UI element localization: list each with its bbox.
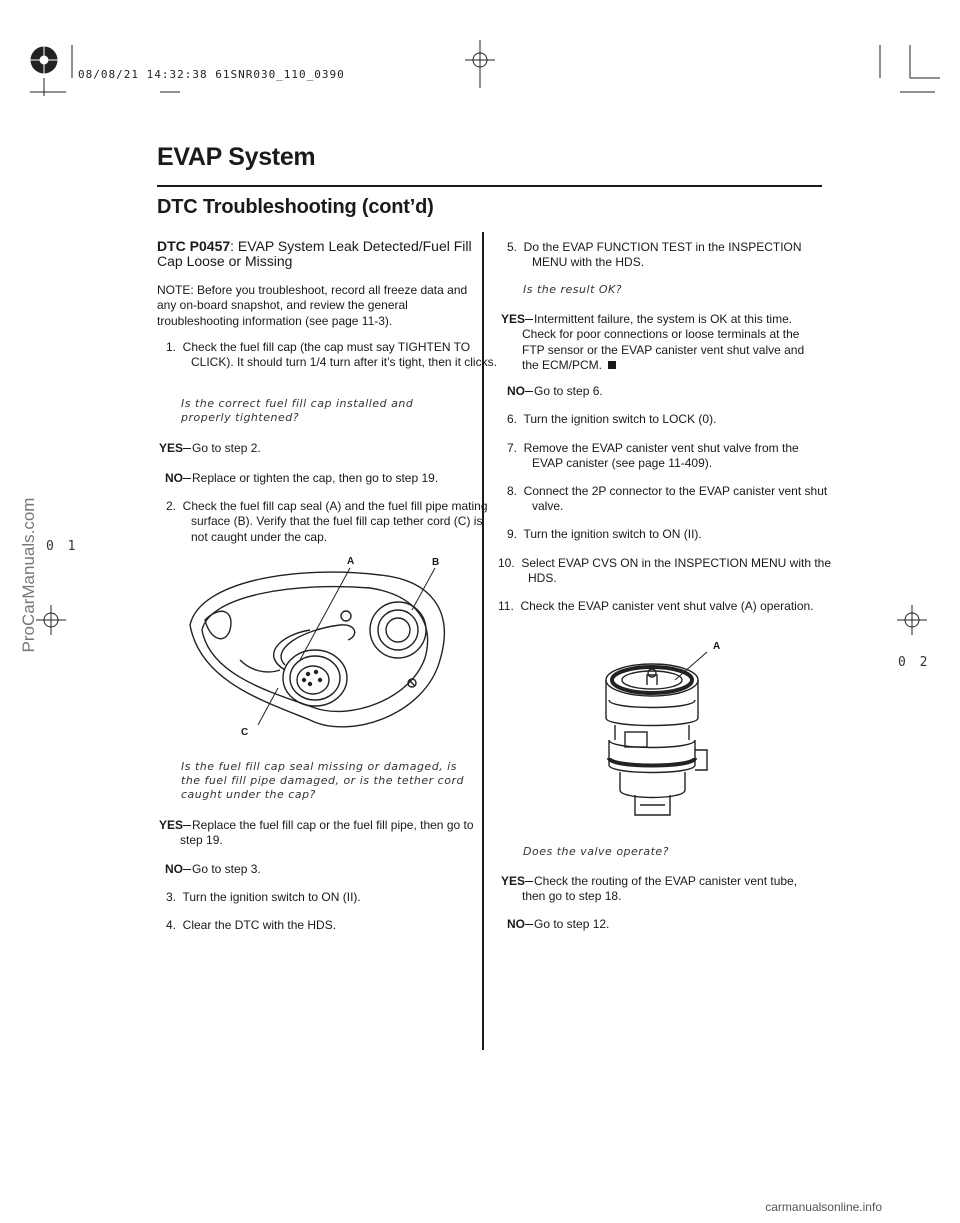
cap-label-b: B [432,557,440,568]
answer-text: Go to step 3. [192,862,261,876]
question-5: Is the result OK? [523,283,623,296]
answer-text: Go to step 12. [534,917,610,931]
answer-1-yes [155,441,496,456]
cap-label-c: C [241,727,249,738]
cap-label-a: A [347,556,355,567]
footer-watermark[interactable]: carmanualsonline.info [765,1200,882,1214]
dtc-description: : EVAP System Leak Detected/Fuel Fill Cap Loose or Missing [157,238,472,269]
answer-2-yes [155,818,478,849]
step-10: 10. Select EVAP CVS ON in the INSPECTION MENU with the HDS. [498,556,832,586]
step-2: 2. Check the fuel fill cap seal (A) and the fuel fill pipe mating surface (B). Verify that the fuel fill cap tether cord (C) is not caught under the cap. [166,499,488,544]
question-1: Is the correct fuel fill cap installed and properly tightened? [181,397,414,424]
answer-5-no [497,384,838,399]
step-3: 3. Turn the ignition switch to ON (II). [166,890,361,904]
answer-text: Replace the fuel fill cap or the fuel fill pipe, then go to step 19. [180,818,474,848]
no-label: NO [507,917,525,931]
answer-11-no [497,917,838,932]
dtc-heading [157,239,473,269]
print-timestamp: 08/08/21 14:32:38 61SNR030_110_0390 [78,68,345,81]
question-11: Does the valve operate? [523,845,669,858]
step-8: 8. Connect the 2P connector to the EVAP canister vent shut valve. [507,484,828,514]
page-mark-right: 0 2 [898,655,931,670]
section-subtitle: DTC Troubleshooting (cont’d) [157,196,434,218]
answer-text: Intermittent failure, the system is OK at this time. Check for poor connections or loose terminals at the FTP sensor or the EVAP canister vent shut valve and the ECM/PCM. [522,312,805,373]
yes-label: YES [158,441,183,455]
step-5: 5. Do the EVAP FUNCTION TEST in the INSPECTION MENU with the HDS. [507,240,802,270]
answer-2-no [155,862,496,877]
answer-text: Go to step 2. [192,441,261,455]
answer-text: Replace or tighten the cap, then go to step 19. [192,471,439,485]
vent-valve-figure [595,640,725,830]
no-label: NO [165,471,183,485]
yes-label: YES [158,818,183,832]
no-label: NO [165,862,183,876]
valve-label-a: A [713,641,721,652]
answer-5-yes [497,312,822,374]
side-watermark [19,460,39,690]
page-mark-left: 0 1 [46,539,79,554]
answer-1-no [155,471,496,486]
dtc-code: DTC P0457 [157,238,231,254]
step-4: 4. Clear the DTC with the HDS. [166,918,337,932]
end-marker-icon [608,361,616,369]
step-1: 1. Check the fuel fill cap (the cap must say TIGHTEN TO CLICK). It should turn 1/4 turn after it’s tight, then it clicks. [166,340,497,370]
answer-text: Go to step 6. [534,384,603,398]
yes-label: YES [500,312,525,326]
step-11: 11. Check the EVAP canister vent shut valve (A) operation. [498,599,814,613]
fuel-cap-figure [180,550,470,750]
answer-11-yes [497,874,822,905]
step-6: 6. Turn the ignition switch to LOCK (0). [507,412,717,426]
title-rule [157,185,822,187]
yes-label: YES [500,874,525,888]
note-text: NOTE: Before you troubleshoot, record all freeze data and any on-board snapshot, and review the general troubleshooting information (see page 11-3). [157,283,468,328]
step-9: 9. Turn the ignition switch to ON (II). [507,527,702,541]
answer-text: Check the routing of the EVAP canister vent tube, then go to step 18. [522,874,798,904]
page-title: EVAP System [157,143,316,171]
question-2: Is the fuel fill cap seal missing or damaged, is the fuel fill pipe damaged, or is the tether cord caught under the cap? [181,760,464,801]
no-label: NO [507,384,525,398]
watermark-text: ProCarManuals.com [19,497,38,653]
step-7: 7. Remove the EVAP canister vent shut valve from the EVAP canister (see page 11-409). [507,441,799,471]
